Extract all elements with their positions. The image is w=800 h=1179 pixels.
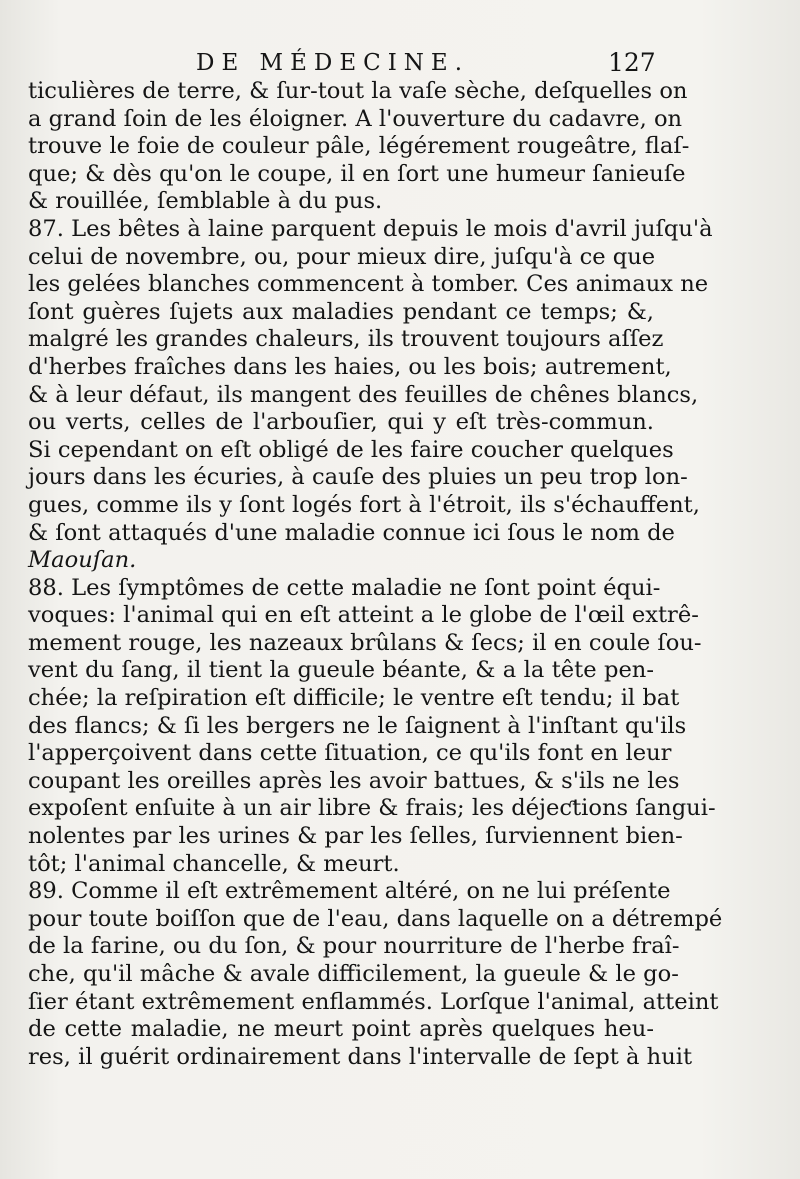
- text-line: Si cependant on eſt obligé de les faire coucher quelques: [28, 436, 674, 463]
- body-text: [28, 78, 723, 1071]
- text-line: des flancs; & ſi les bergers ne le ſaignent à l'inſtant qu'ils: [28, 712, 687, 739]
- text-line: & à leur défaut, ils mangent des feuilles de chênes blancs,: [28, 381, 699, 408]
- text-line: l'apperçoivent dans cette ſituation, ce qu'ils font en leur: [28, 740, 672, 767]
- text-line: ſont guères ſujets aux maladies pendant ce temps; &,: [28, 298, 654, 325]
- text-line: tôt; l'animal chancelle, & meurt.: [28, 850, 400, 877]
- text-line: celui de novembre, ou, pour mieux dire, juſqu'à ce que: [28, 243, 656, 270]
- text-line-italic: [28, 547, 654, 575]
- text-line: a grand ſoin de les éloigner. A l'ouverture du cadavre, on: [28, 105, 683, 132]
- text-line: d'herbes fraîches dans les haies, ou les bois; autrement,: [28, 353, 672, 380]
- text-line: che, qu'il mâche & avale difficilement, la gueule & le go-: [28, 961, 679, 987]
- paragraph-88-first-line: 88. Les ſymptômes de cette maladie ne ſont point équi-: [28, 574, 661, 601]
- text-line: voques: l'animal qui en eſt atteint a le globe de l'œil extrê-: [28, 602, 699, 629]
- text-line: trouve le foie de couleur pâle, légérement rougeâtre, flaſ-: [28, 133, 690, 160]
- text-line: de cette maladie, ne meurt point après quelques heu-: [28, 1016, 654, 1043]
- text-line: coupant les oreilles après les avoir battues, & s'ils ne les: [28, 767, 680, 794]
- text-line: & ſont attaqués d'une maladie connue ici ſous le nom de: [28, 519, 675, 546]
- text-line: res, il guérit ordinairement dans l'intervalle de ſept à huit: [28, 1043, 693, 1070]
- text-line: ticulières de terre, & ſur-tout la vaſe sèche, deſquelles on: [28, 78, 688, 104]
- text-line: nolentes par les urines & par les ſelles, ſurviennent bien-: [28, 823, 683, 850]
- disease-name: Maouſan.: [28, 547, 137, 574]
- page-header: [0, 46, 800, 78]
- text-line: & rouillée, ſemblable à du pus.: [28, 188, 383, 215]
- text-line: ſier étant extrêmement enflammés. Lorſque l'animal, atteint: [28, 988, 719, 1015]
- paragraph-87-first-line: 87. Les bêtes à laine parquent depuis le mois d'avril juſqu'à: [28, 215, 713, 242]
- text-line: gues, comme ils y ſont logés fort à l'étroit, ils s'échauffent,: [28, 491, 700, 518]
- text-line: pour toute boiſſon que de l'eau, dans laquelle on a détrempé: [28, 905, 723, 932]
- text-line: malgré les grandes chaleurs, ils trouvent toujours aſſez: [28, 326, 664, 353]
- text-line: chée; la reſpiration eſt difficile; le ventre eſt tendu; il bat: [28, 685, 680, 712]
- text-line: que; & dès qu'on le coupe, il en ſort une humeur ſanieuſe: [28, 160, 686, 187]
- text-line: ou verts, celles de l'arbouſier, qui y eſt très-commun.: [28, 409, 654, 436]
- text-line: de la farine, ou du ſon, & pour nourriture de l'herbe fraî-: [28, 933, 680, 960]
- text-line: les gelées blanches commencent à tomber. Ces animaux ne: [28, 271, 709, 298]
- text-line: vent du ſang, il tient la gueule béante, & a la tête pen-: [28, 657, 654, 684]
- text-line: jours dans les écuries, à cauſe des pluies un peu trop lon-: [28, 464, 688, 491]
- text-line: mement rouge, les nazeaux brûlans & ſecs; il en coule ſou-: [28, 629, 702, 656]
- text-line: expoſent enſuite à un air libre & frais; les déjeƈtions ſangui-: [28, 795, 716, 822]
- running-head: DE MÉDECINE.: [196, 50, 470, 76]
- paragraph-89-first-line: 89. Comme il eſt extrêmement altéré, on ne lui préſente: [28, 878, 671, 905]
- page-number: 127: [608, 48, 656, 77]
